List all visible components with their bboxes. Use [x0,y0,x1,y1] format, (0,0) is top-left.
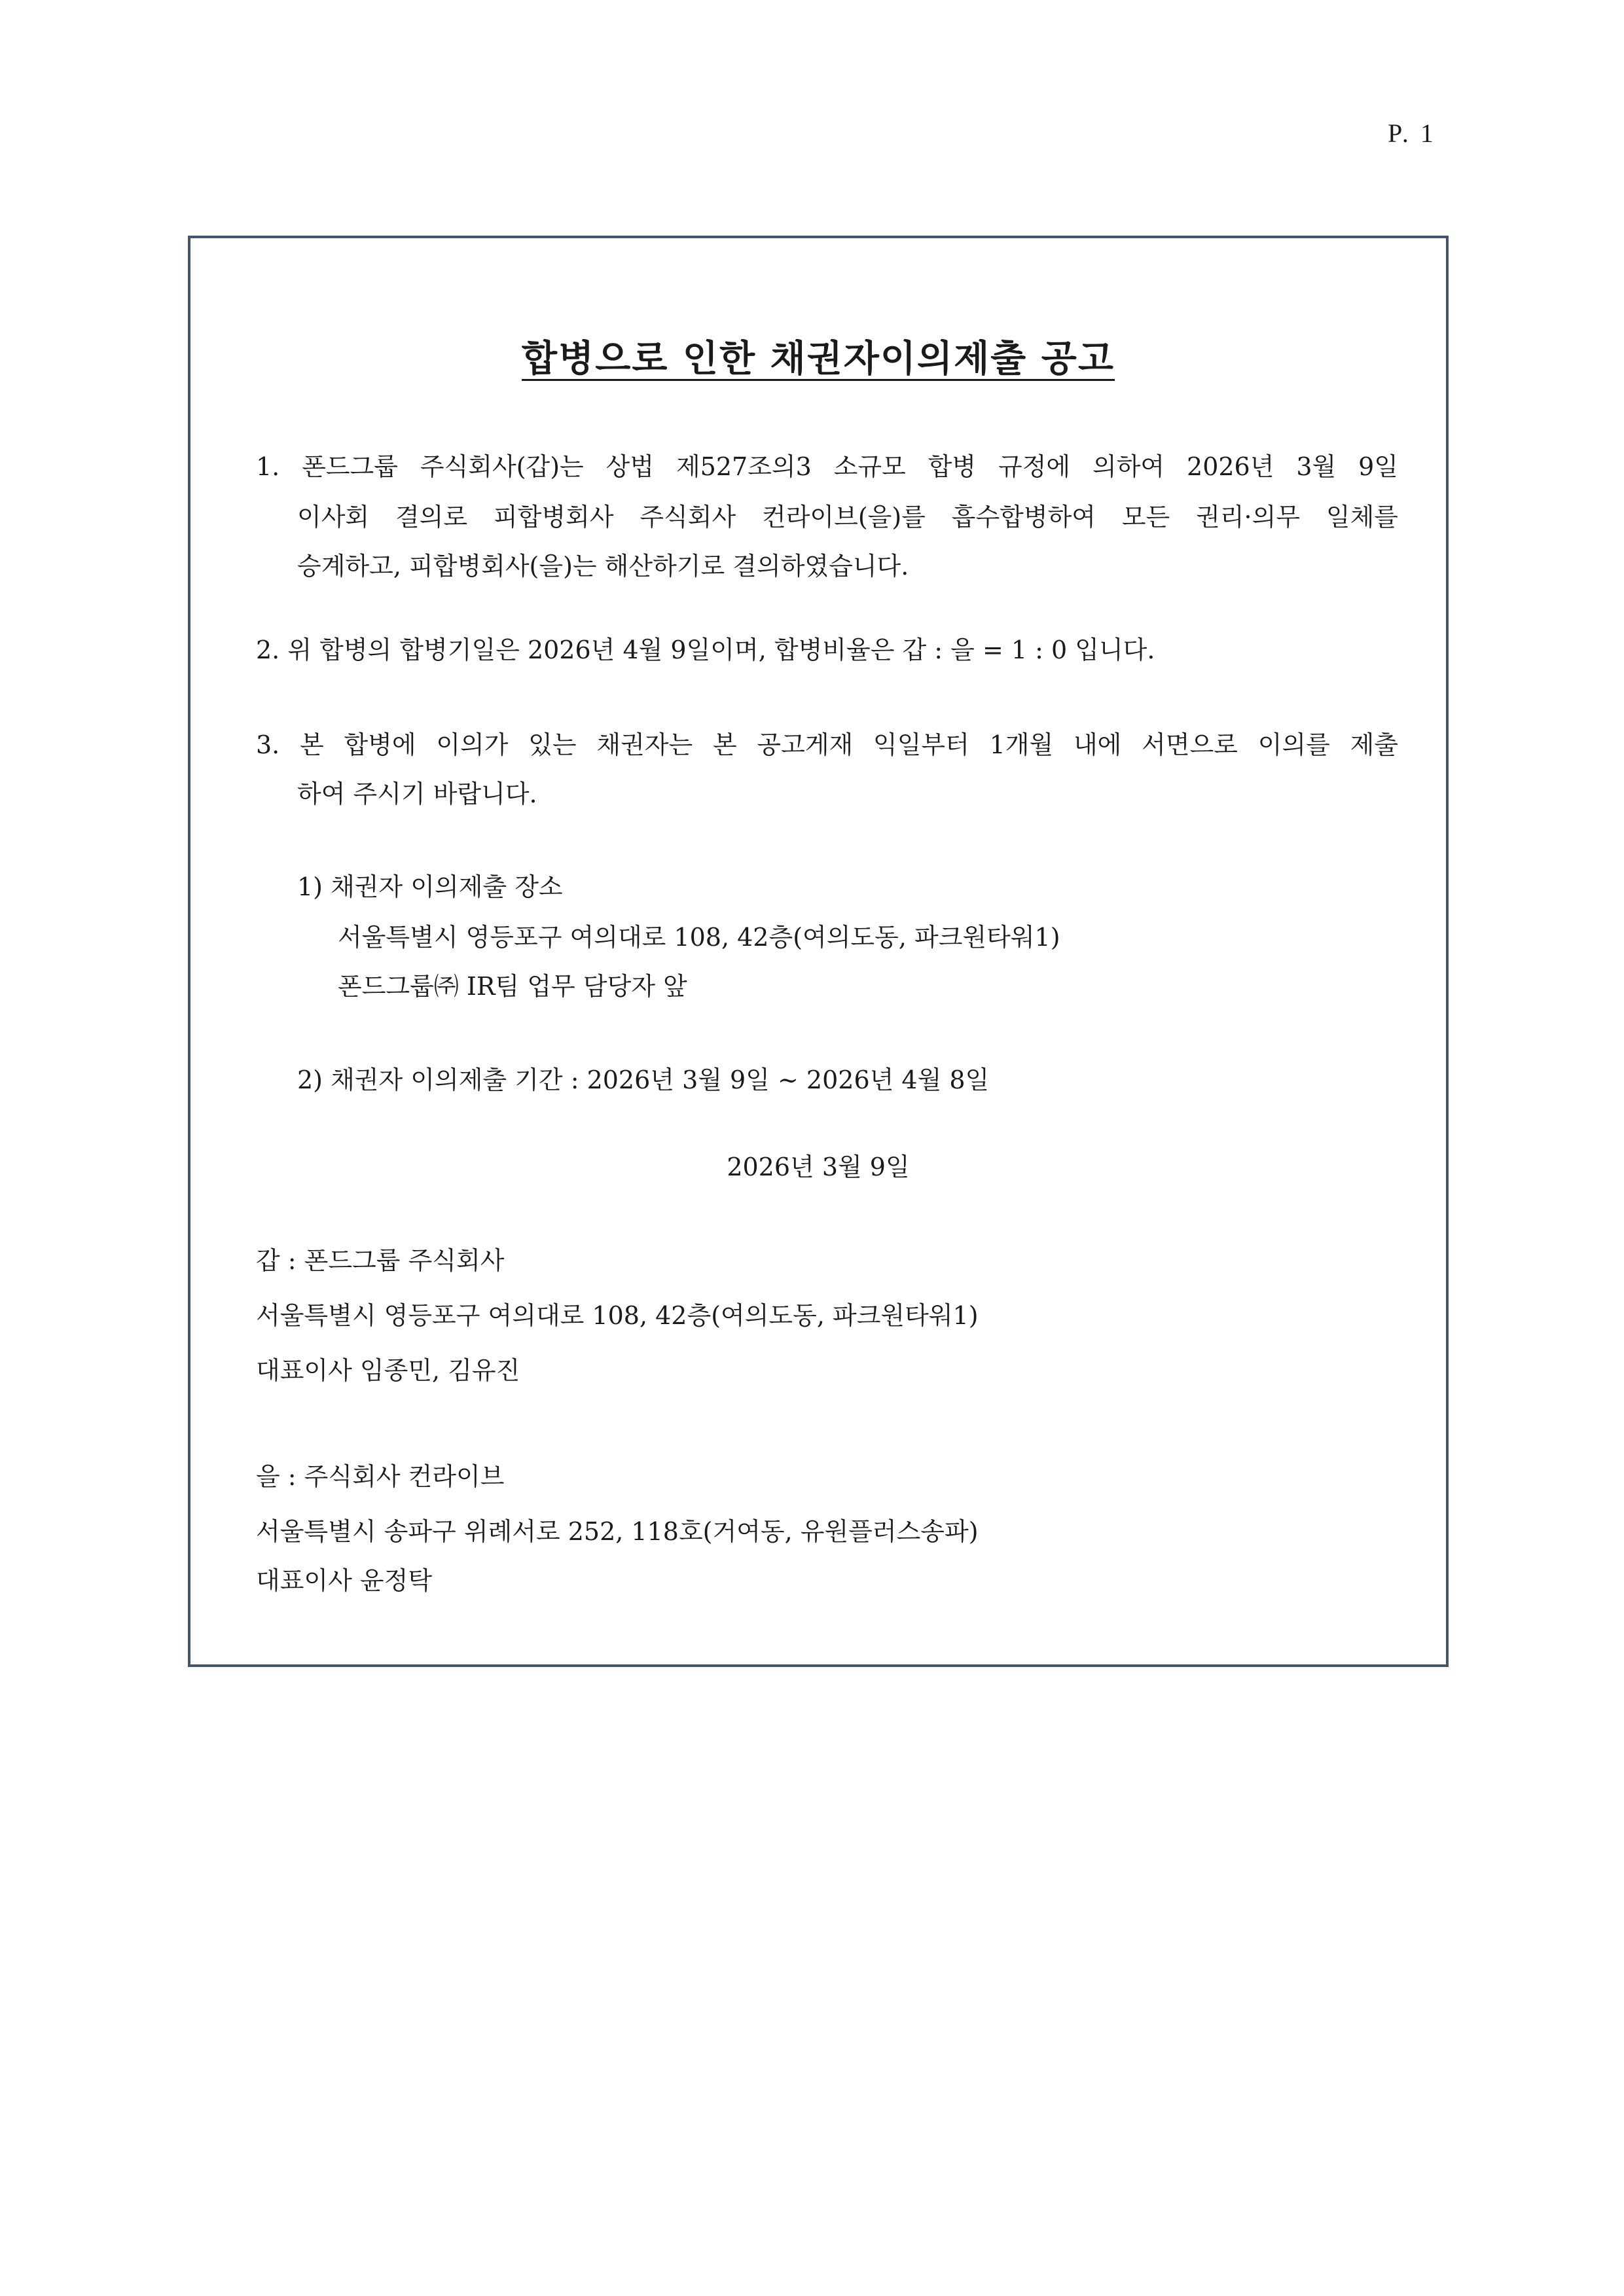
notice-box [188,236,1449,1667]
notice-date: 2026년 3월 9일 [727,1153,910,1181]
objection-period: 2) 채권자 이의제출 기간 : 2026년 3월 9일 ~ 2026년 4월 8일 [297,1066,990,1094]
party-a-address: 서울특별시 영등포구 여의대로 108, 42층(여의도동, 파크원타워1) [256,1301,979,1330]
page-number: P. 1 [1388,118,1436,148]
party-b-address: 서울특별시 송파구 위례서로 252, 118호(거여동, 유원플러스송파) [256,1517,979,1546]
notice-title [190,330,1446,382]
item-1-line-1: 1. 폰드그룹 주식회사(갑)는 상법 제527조의3 소규모 합병 규정에 의하여 2026년 3월 9일 [256,452,1398,481]
party-b-name: 을 : 주식회사 컨라이브 [256,1462,505,1491]
party-b-representative: 대표이사 윤정탁 [256,1566,433,1595]
party-a-name: 갑 : 폰드그룹 주식회사 [256,1246,505,1275]
item-3-line-1: 3. 본 합병에 이의가 있는 채권자는 본 공고게재 익일부터 1개월 내에 서면으로 이의를 제출 [256,730,1398,759]
objection-place-heading: 1) 채권자 이의제출 장소 [297,872,563,901]
objection-place-address: 서울특별시 영등포구 여의대로 108, 42층(여의도동, 파크원타워1) [338,923,1060,952]
objection-place-recipient: 폰드그룹㈜ IR팀 업무 담당자 앞 [338,972,687,1001]
item-1-line-2: 이사회 결의로 피합병회사 주식회사 컨라이브(을)를 흡수합병하여 모든 권리·의무 일체를 [297,503,1398,531]
party-a-representative: 대표이사 임종민, 김유진 [256,1356,520,1385]
item-1-line-3: 승계하고, 피합병회사(을)는 해산하기로 결의하였습니다. [297,552,909,581]
notice-title-text: 합병으로 인한 채권자이의제출 공고 [522,337,1115,380]
item-2-line-1: 2. 위 합병의 합병기일은 2026년 4월 9일이며, 합병비율은 갑 : 을 = 1 : 0 입니다. [256,636,1155,664]
item-3-line-2: 하여 주시기 바랍니다. [297,780,537,808]
